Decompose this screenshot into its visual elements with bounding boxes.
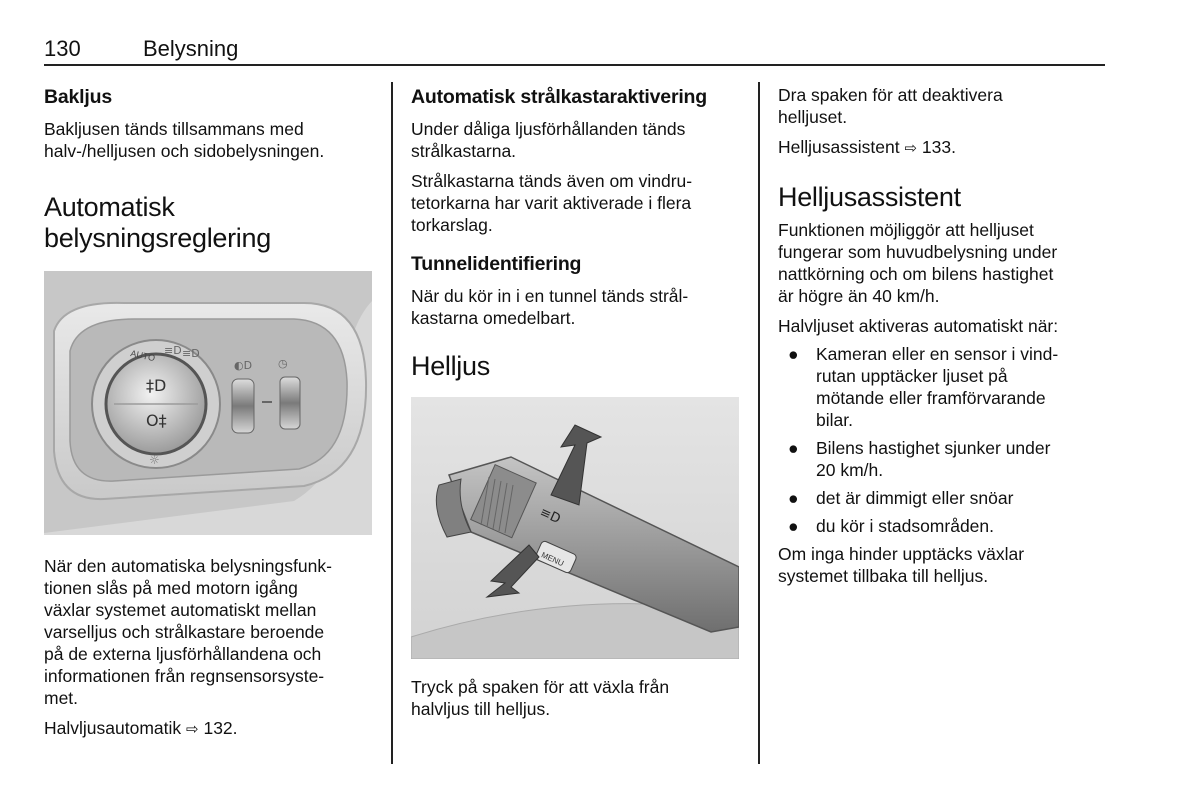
line: det är dimmigt eller snöar [816, 488, 1014, 508]
column-1 [44, 84, 374, 741]
line: informationen från regnsensorsyste- [44, 666, 325, 686]
line: helljuset. [778, 107, 848, 127]
paragraph-conditions-intro: Halvljuset aktiveras automatiskt när: [778, 316, 1059, 336]
header-rule [44, 64, 1105, 66]
svg-text:‡D: ‡D [146, 376, 167, 395]
line: du kör i stadsområden. [816, 516, 995, 536]
line: När du kör in i en tunnel tänds strål- [411, 286, 689, 306]
reference-arrow-icon: ⇨ [186, 721, 199, 738]
title-helljus: Helljus [411, 351, 490, 381]
line: Om inga hinder upptäcks växlar [778, 544, 1025, 564]
paragraph-auto-lighting [44, 555, 374, 709]
line: systemet tillbaka till helljus. [778, 566, 989, 586]
line: torkarslag. [411, 215, 493, 235]
bullet-icon: ● [788, 516, 799, 536]
ref-page: 132. [203, 718, 238, 738]
list-item [778, 515, 1108, 537]
line: nattkörning och om bilens hastighet [778, 264, 1054, 284]
line: Under dåliga ljusförhållanden tänds [411, 119, 686, 139]
reference-arrow-icon: ⇨ [904, 140, 918, 157]
line: Strålkastarna tänds även om vindru- [411, 171, 693, 191]
title-line-2: belysningsreglering [44, 223, 271, 253]
svg-text:◷: ◷ [278, 357, 288, 370]
menu-label: MENU [539, 550, 566, 569]
cross-reference-helljusassistent[interactable] [778, 136, 1108, 160]
line: När den automatiska belysningsfunk- [44, 556, 332, 576]
paragraph-2 [411, 170, 741, 236]
line: bilar. [816, 410, 853, 430]
conditions-list [778, 343, 1108, 537]
bullet-icon: ● [788, 488, 799, 508]
ref-page: 133. [921, 137, 956, 157]
line: växlar systemet automatiskt mellan [44, 600, 317, 620]
svg-text:☼: ☼ [149, 453, 160, 467]
bullet-icon: ● [788, 438, 799, 458]
paragraph-function [778, 219, 1108, 307]
paragraph-3 [411, 285, 741, 329]
cross-reference-halvljusautomatik[interactable] [44, 717, 374, 741]
line: 20 km/h. [816, 460, 884, 480]
svg-text:≡D: ≡D [182, 347, 200, 360]
figure-caption [411, 676, 741, 720]
line: Kameran eller en sensor i vind- [816, 344, 1059, 364]
stalk-figure [411, 397, 739, 659]
light-switch-illustration [44, 271, 372, 535]
page-number: 130 [44, 36, 81, 61]
svg-text:◐D: ◐D [234, 359, 253, 372]
paragraph-deactivate [778, 84, 1108, 128]
line: Dra spaken för att deaktivera [778, 85, 1003, 105]
heading-auto-stralkastar: Automatisk strålkastaraktivering [411, 86, 707, 108]
line: Funktionen möjliggör att helljuset [778, 220, 1034, 240]
line: kastarna omedelbart. [411, 308, 576, 328]
line: strålkastarna. [411, 141, 517, 161]
column-2 [411, 84, 741, 720]
list-item [778, 437, 1108, 481]
line: är högre än 40 km/h. [778, 286, 940, 306]
title-automatisk-belysningsreglering [44, 192, 374, 254]
line: tetorkarna har varit aktiverade i flera [411, 193, 692, 213]
title-line-1: Automatisk [44, 192, 175, 222]
light-switch-figure [44, 271, 372, 535]
ref-text: Helljusassistent [778, 137, 900, 157]
ref-text: Halvljusautomatik [44, 718, 182, 738]
list-item [778, 343, 1108, 431]
stalk-illustration [411, 397, 739, 659]
line: halvljus till helljus. [411, 699, 551, 719]
svg-text:≡D: ≡D [537, 504, 563, 528]
svg-text:O‡: O‡ [146, 411, 167, 430]
column-3 [778, 84, 1108, 587]
line: fungerar som huvudbelysning under [778, 242, 1058, 262]
heading-bakljus: Bakljus [44, 86, 112, 108]
line: varselljus och strålkastare beroende [44, 622, 325, 642]
bullet-icon: ● [788, 344, 799, 364]
paragraph-1 [411, 118, 741, 162]
line: tionen slås på med motorn igång [44, 578, 298, 598]
line: rutan upptäcker ljuset på [816, 366, 1008, 386]
section-title: Belysning [143, 36, 239, 61]
list-item [778, 487, 1108, 509]
svg-text:≡D: ≡D [164, 344, 182, 357]
heading-tunnel: Tunnelidentifiering [411, 253, 582, 275]
paragraph-fallback [778, 543, 1108, 587]
column-divider-2 [758, 82, 760, 764]
line: Tryck på spaken för att växla från [411, 677, 670, 697]
line: på de externa ljusförhållandena och [44, 644, 322, 664]
line: Bilens hastighet sjunker under [816, 438, 1051, 458]
column-divider-1 [391, 82, 393, 764]
line: met. [44, 688, 79, 708]
title-helljusassistent: Helljusassistent [778, 182, 961, 212]
auto-label: AUTO [129, 348, 156, 364]
line: mötande eller framförvarande [816, 388, 1046, 408]
paragraph-bakljus: Bakljusen tänds tillsammans med halv-/helljusen och sidobelysningen. [44, 119, 325, 161]
